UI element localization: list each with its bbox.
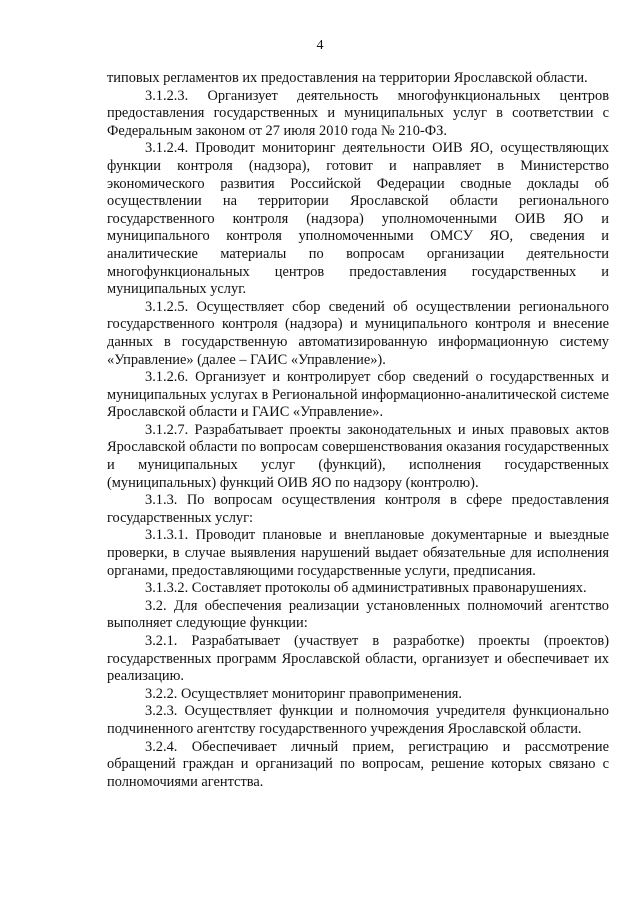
document-body bbox=[107, 70, 609, 791]
paragraph: 3.2.3. Осуществляет функции и полномочия учредителя функционально подчиненного агентству государственного учреждения Ярославской области. bbox=[107, 703, 609, 737]
paragraph: 3.2. Для обеспечения реализации установленных полномочий агентство выполняет следующие функции: bbox=[107, 597, 609, 632]
paragraph: 3.1.2.7. Разрабатывает проекты законодательных и иных правовых актов Ярославской области по вопросам совершенствования оказания государственных и муниципальных услуг (функций), исполнения государственных (муниципальных) функций ОИВ ЯО по надзору (контролю). bbox=[107, 421, 609, 491]
paragraph: 3.2.1. Разрабатывает (участвует в разработке) проекты (проектов) государственных программ Ярославской области, организует и обеспечивает их реализацию. bbox=[107, 633, 609, 685]
paragraph: 3.1.2.4. Проводит мониторинг деятельности ОИВ ЯО, осуществляющих функции контроля (надзора), готовит и направляет в Министерство экономического развития Российской Федерации сводные доклады об осуществлении на территории Ярославской области регионального государственного контроля (надзора) уполномоченными ОИВ ЯО и муниципального контроля уполномоченными ОМСУ ЯО, сведения и аналитические материалы по вопросам организации деятельности многофункциональных центров предоставления государственных и муниципальных услуг. bbox=[107, 140, 609, 298]
page-number: 4 bbox=[316, 38, 324, 53]
paragraph: 3.2.2. Осуществляет мониторинг правоприменения. bbox=[145, 685, 463, 702]
paragraph: 3.1.2.3. Организует деятельность многофункциональных центров предоставления государственных и муниципальных услуг в соответствии с Федеральным законом от 27 июля 2010 года № 210-ФЗ. bbox=[107, 87, 609, 139]
paragraph: 3.1.2.6. Организует и контролирует сбор сведений о государственных и муниципальных услугах в Региональной информационно-аналитической системе Ярославской области и ГАИС «Управление». bbox=[107, 369, 609, 421]
paragraph: типовых регламентов их предоставления на территории Ярославской области. bbox=[107, 70, 588, 86]
paragraph: 3.2.4. Обеспечивает личный прием, регистрацию и рассмотрение обращений граждан и организаций по вопросам, решение которых связано с полномочиями агентства. bbox=[107, 738, 609, 790]
paragraph: 3.1.2.5. Осуществляет сбор сведений об осуществлении регионального государственного контроля (надзора) и муниципального контроля и внесение данных в государственную автоматизированную информационную систему «Управление» (далее – ГАИС «Управление»). bbox=[107, 298, 609, 368]
paragraph: 3.1.3.1. Проводит плановые и внеплановые документарные и выездные проверки, в случае выявления нарушений выдает обязательные для исполнения органами, предоставляющими государственные услуги, предписания. bbox=[107, 527, 609, 579]
paragraph: 3.1.3. По вопросам осуществления контроля в сфере предоставления государственных услуг: bbox=[107, 492, 609, 526]
paragraph: 3.1.3.2. Составляет протоколы об административных правонарушениях. bbox=[145, 580, 587, 597]
